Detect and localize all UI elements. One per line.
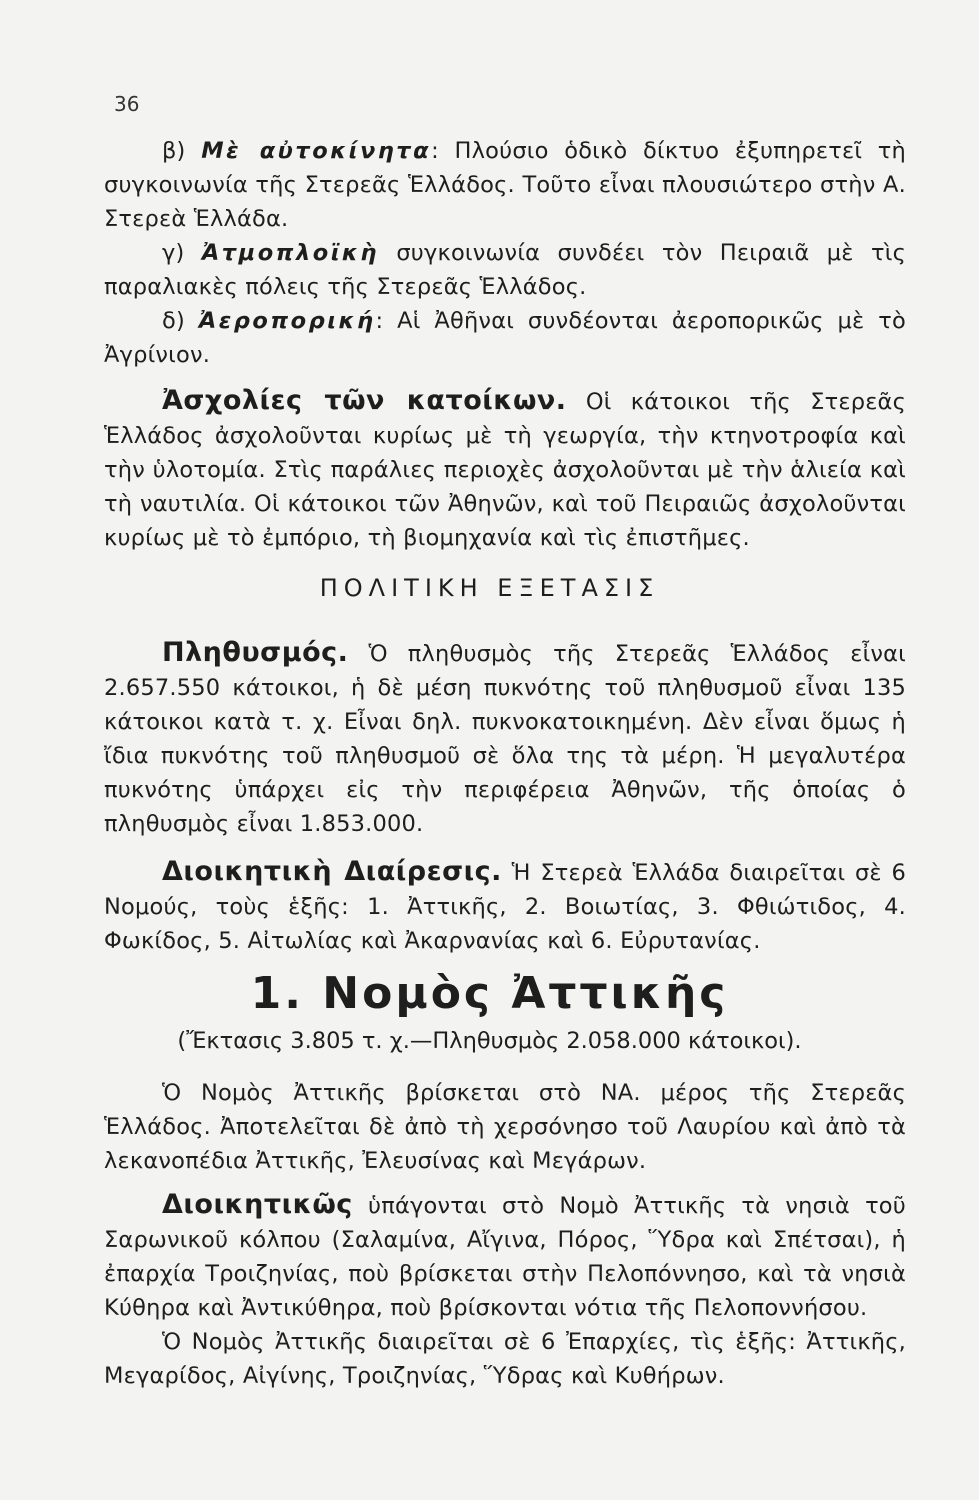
paragraph-attica-provinces: Ὁ Νομὸς Ἀττικῆς διαιρεῖται σὲ 6 Ἐπαρχίες, τὶς ἑξῆς: Ἀττικῆς, Μεγαρίδος, Αἰγίνης, Τροιζηνίας, Ὕδρας καὶ Κυθήρων. [104, 1329, 906, 1389]
paragraph-cars [104, 134, 906, 236]
occupations-heading: Ἀσχολίες τῶν κατοίκων. [162, 385, 567, 416]
division-heading: Διοικητικὴ Διαίρεσις. [162, 856, 502, 887]
paragraph-division [104, 855, 906, 958]
division-text: Ἡ Στερεὰ Ἑλλάδα διαιρεῖται σὲ 6 Νομούς, τοὺς ἑξῆς: 1. Ἀττικῆς, 2. Βοιωτίας, 3. Φθιώτιδος, 4. Φωκίδος, 5. Αἰτωλίας καὶ Ἀκαρνανίας καὶ 6. Εὐρυτανίας. [104, 860, 906, 954]
nomos-subtitle: (Ἔκτασις 3.805 τ. χ.—Πληθυσμὸς 2.058.000 κάτοικοι). [177, 1028, 802, 1054]
nomos-title: 1. Νομὸς Ἀττικῆς [250, 968, 729, 1019]
attica-block [104, 1076, 906, 1393]
political-block [104, 636, 906, 958]
item-marker: δ) [162, 308, 199, 334]
steamship-text: συγκοινωνία συνδέει τὸν Πειραιᾶ μὲ τὶς παραλιακὲς πόλεις τῆς Στερεᾶς Ἑλλάδος. [104, 240, 906, 300]
cars-text: : Πλούσιο ὁδικὸ δίκτυο ἐξυπηρετεῖ τὴ συγκοινωνία τῆς Στερεᾶς Ἑλλάδος. Τοῦτο εἶναι πλουσιώτερο στὴν Α. Στερεὰ Ἑλλάδα. [104, 138, 906, 232]
cars-heading: Μὲ αὐτοκίνητα [201, 138, 432, 164]
paragraph-air [104, 304, 906, 372]
population-heading: Πληθυσμός. [162, 637, 349, 668]
page-number: 36 [114, 92, 140, 116]
air-heading: Ἀεροπορική [198, 308, 376, 334]
admin-heading: Διοικητικῶς [162, 1189, 353, 1220]
paragraph-steamship [104, 236, 906, 304]
admin-text: ὑπάγονται στὸ Νομὸ Ἀττικῆς τὰ νησιὰ τοῦ Σαρωνικοῦ κόλπου (Σαλαμίνα, Αἴγινα, Πόρος, Ὕδρα καὶ Σπέτσαι), ἡ ἐπαρχία Τροιζηνίας, ποὺ βρίσκεται στὴν Πελοπόννησο, καὶ τὰ νησιὰ Κύθηρα καὶ Ἀντικύθηρα, ποὺ βρίσκονται νότια τῆς Πελοποννήσου. [104, 1193, 906, 1321]
steamship-heading: Ἀτμοπλοϊκὴ [201, 240, 379, 266]
population-text: Ὁ πληθυσμὸς τῆς Στερεᾶς Ἑλλάδος εἶναι 2.657.550 κάτοικοι, ἡ δὲ μέση πυκνότης τοῦ πληθυσμοῦ εἶναι 135 κάτοικοι κατὰ τ. χ. Εἶναι δηλ. πυκνοκατοικημένη. Δὲν εἶναι ὅμως ἡ ἴδια πυκνότης τοῦ πληθυσμοῦ σὲ ὅλα της τὰ μέρη. Ἡ μεγαλυτέρα πυκνότης ὑπάρχει εἰς τὴν περιφέρεια Ἀθηνῶν, τῆς ὁποίας ὁ πληθυσμὸς εἶναι 1.853.000. [104, 641, 906, 837]
air-text: : Αἱ Ἀθῆναι συνδέονται ἀεροπορικῶς μὲ τὸ Ἀγρίνιον. [104, 308, 906, 368]
occupations-text: Οἱ κάτοικοι τῆς Στερεᾶς Ἑλλάδος ἀσχολοῦνται κυρίως μὲ τὴ γεωργία, τὴν κτηνοτροφία καὶ τὴν ὑλοτομία. Στὶς παράλιες περιοχὲς ἀσχολοῦνται μὲ τὴν ἁλιεία καὶ τὴ ναυτιλία. Οἱ κάτοικοι τῶν Ἀθηνῶν, καὶ τοῦ Πειραιῶς ἀσχολοῦνται κυρίως μὲ τὸ ἐμπόριο, τὴ βιομηχανία καὶ τὶς ἐπιστῆμες. [104, 389, 906, 551]
item-marker: β) [162, 138, 202, 164]
paragraph-occupations [104, 384, 906, 555]
item-marker: γ) [162, 240, 202, 266]
section-title: ΠΟΛΙΤΙΚΗ ΕΞΕΤΑΣΙΣ [319, 574, 660, 602]
paragraph-attica-admin [104, 1188, 906, 1325]
paragraph-population [104, 636, 906, 841]
transport-block [104, 134, 906, 555]
paragraph-attica-location: Ὁ Νομὸς Ἀττικῆς βρίσκεται στὸ ΝΑ. μέρος τῆς Στερεᾶς Ἑλλάδος. Ἀποτελεῖται δὲ ἀπὸ τὴ χερσόνησο τοῦ Λαυρίου καὶ ἀπὸ τὰ λεκανοπέδια Ἀττικῆς, Ἐλευσίνας καὶ Μεγάρων. [104, 1080, 906, 1174]
